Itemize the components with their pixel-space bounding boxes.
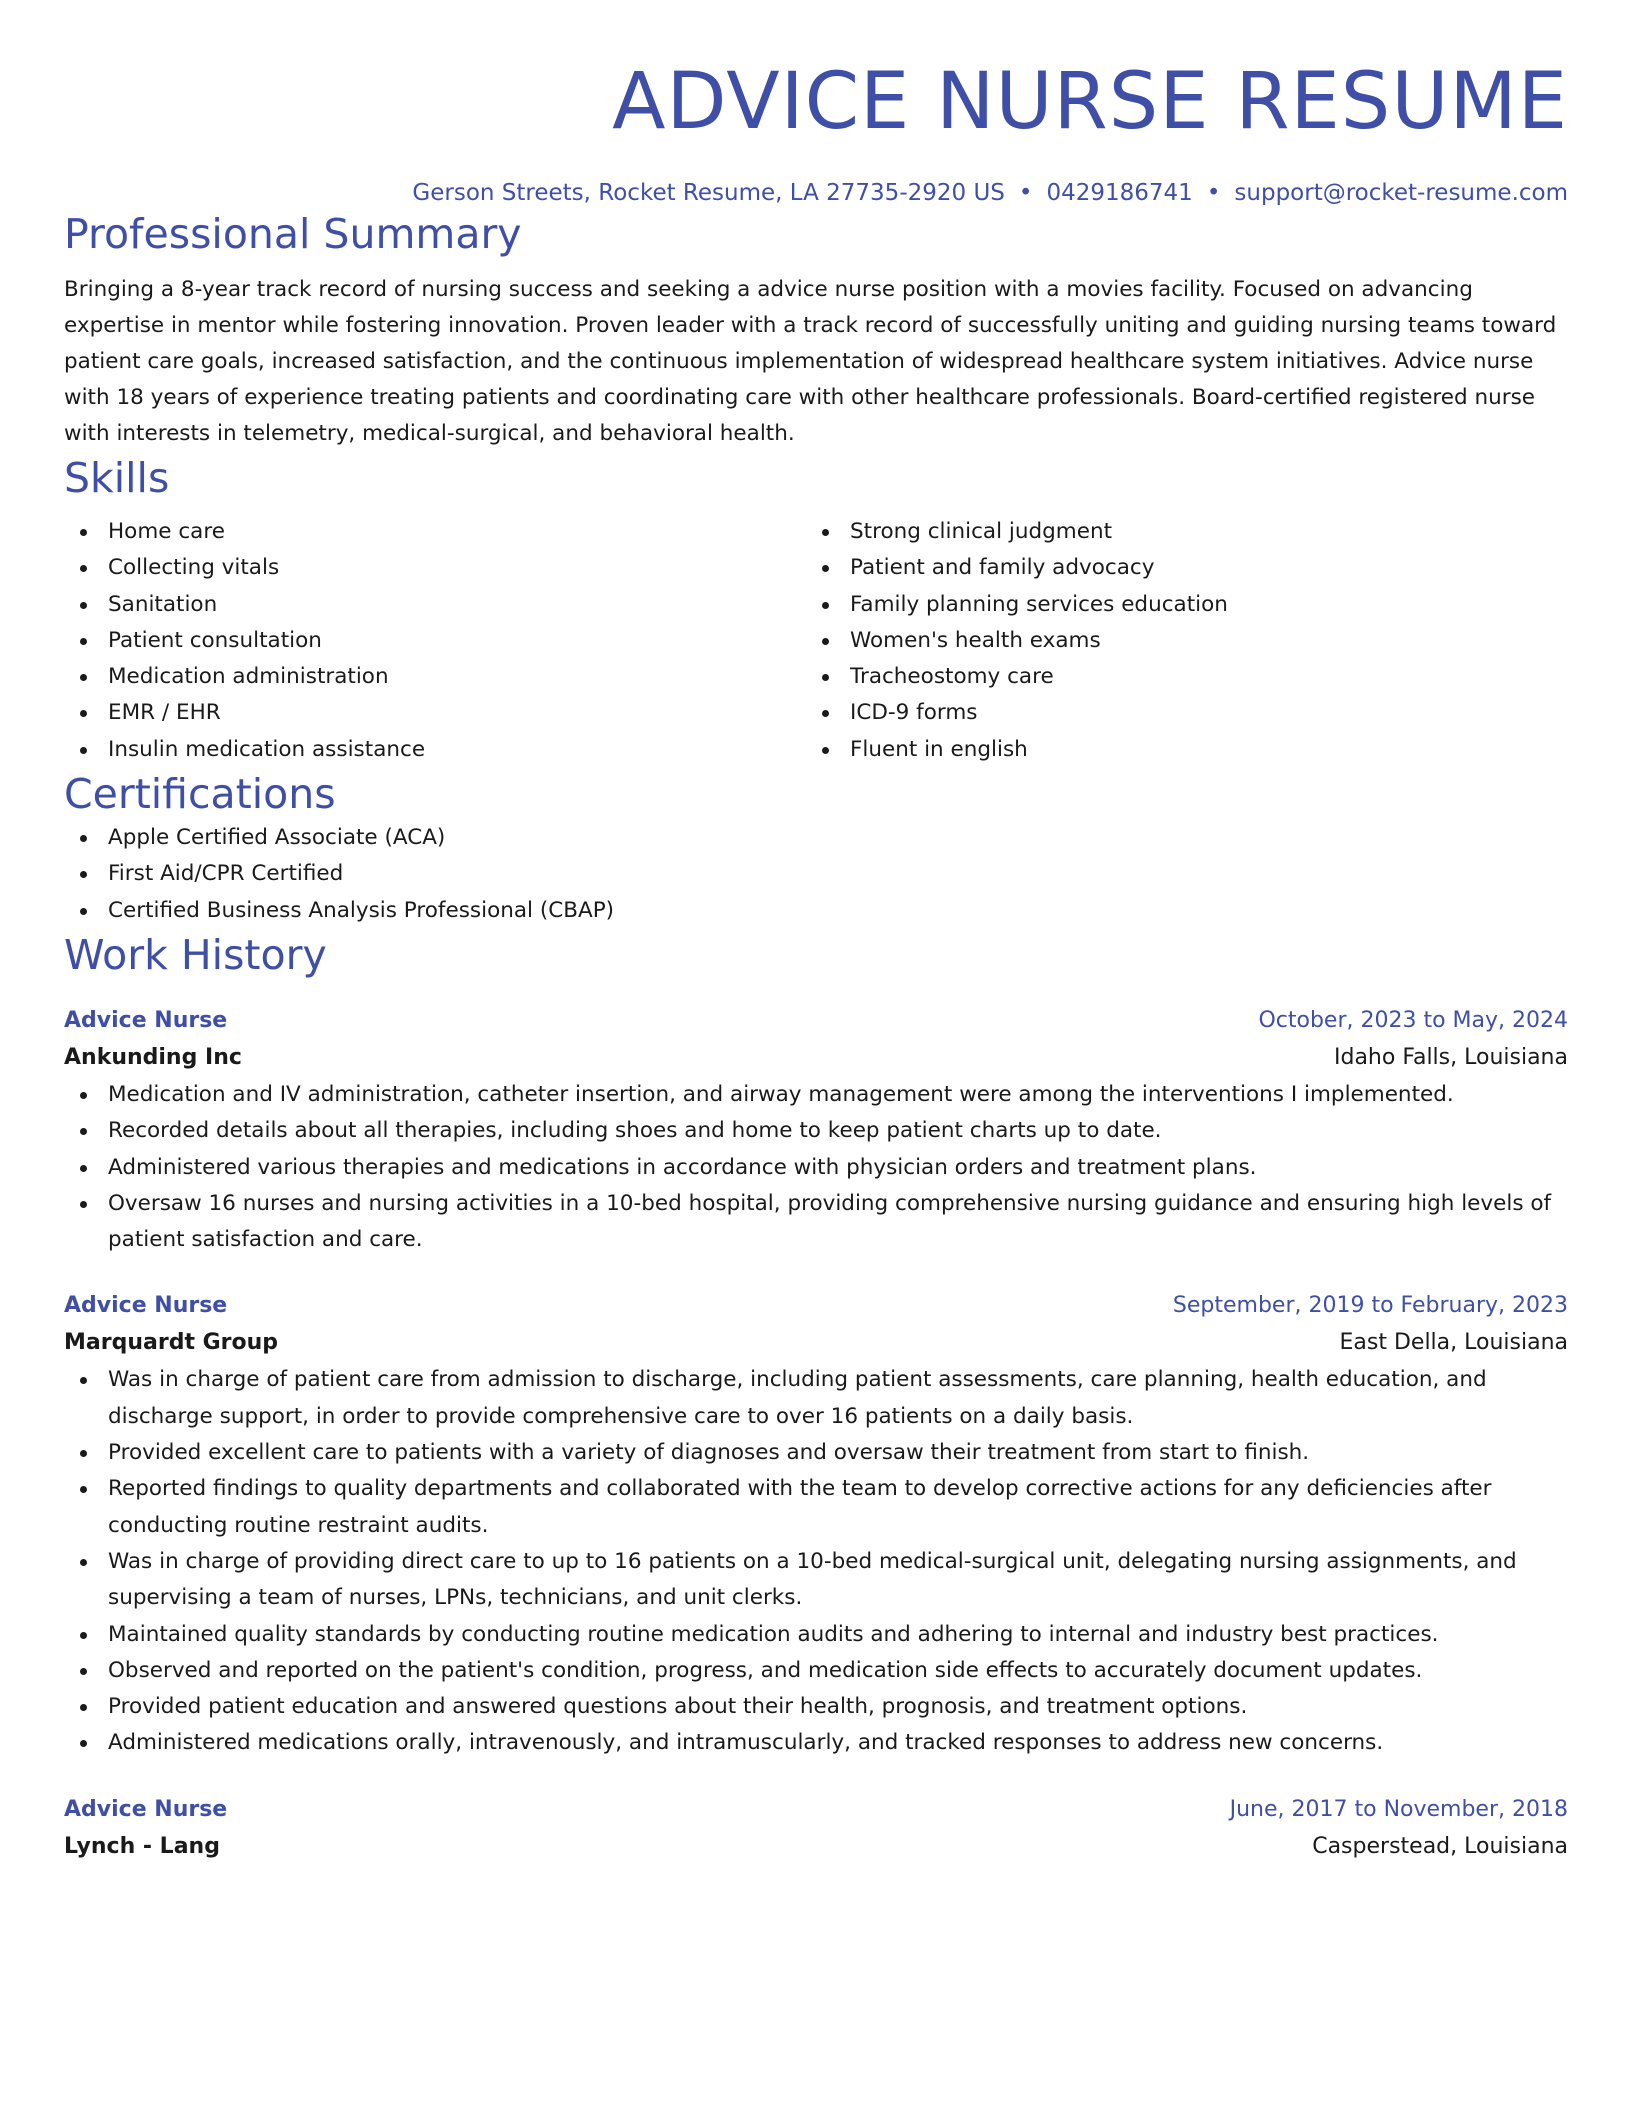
skill-item: Strong clinical judgment	[806, 514, 1548, 550]
skills-grid	[64, 514, 1568, 768]
contact-separator: •	[1206, 180, 1221, 206]
contact-address: Gerson Streets, Rocket Resume, LA 27735-2920 US	[412, 180, 1005, 206]
summary-text: Bringing a 8-year track record of nursing success and seeking a advice nurse position with a movies facility. Focused on advancing expertise in mentor while fostering innovation. Proven leader with a track record of successfully uniting and guiding nursing teams toward patient care goals, increased satisfaction, and the continuous implementation of widespread healthcare system initiatives. Advice nurse with 18 years of experience treating patients and coordinating care with other healthcare professionals. Board-certified registered nurse with interests in telemetry, medical-surgical, and behavioral health.	[64, 277, 1557, 446]
skills-heading: Skills	[64, 454, 170, 502]
skill-item: Fluent in english	[806, 732, 1548, 768]
job-duty: Medication and IV administration, catheter insertion, and airway management were among the interventions I implemented.	[64, 1077, 1568, 1113]
job-company-row	[64, 1324, 1568, 1362]
job-title: Advice Nurse	[64, 1796, 228, 1822]
job-duty: Provided patient education and answered questions about their health, prognosis, and treatment options.	[64, 1689, 1568, 1725]
certifications-heading: Certifications	[64, 770, 336, 819]
job-company-row	[64, 1039, 1568, 1077]
job-entry	[64, 1003, 1568, 1258]
job-dates: September, 2019 to February, 2023	[1172, 1293, 1568, 1319]
skill-item: Sanitation	[64, 587, 806, 623]
job-duty: Maintained quality standards by conducting routine medication audits and adhering to internal and industry best practices.	[64, 1617, 1568, 1653]
job-duty: Reported findings to quality departments and collaborated with the team to develop corrective actions for any deficiencies after conducting routine restraint audits.	[64, 1471, 1568, 1544]
job-title: Advice Nurse	[64, 1293, 228, 1319]
job-duty: Administered various therapies and medications in accordance with physician orders and treatment plans.	[64, 1150, 1568, 1186]
job-dates: October, 2023 to May, 2024	[1258, 1007, 1568, 1033]
skill-item: ICD-9 forms	[806, 695, 1548, 731]
skill-item: Women's health exams	[806, 623, 1548, 659]
certification-item: Certified Business Analysis Professional (CBAP)	[64, 893, 1568, 929]
job-header-row	[64, 1003, 1568, 1039]
certifications-list	[64, 820, 1568, 929]
skill-item: EMR / EHR	[64, 695, 806, 731]
skill-item: Medication administration	[64, 659, 806, 695]
contact-separator: •	[1018, 180, 1033, 206]
job-duty: Was in charge of providing direct care to up to 16 patients on a 10-bed medical-surgical unit, delegating nursing assignments, and supervising a team of nurses, LPNs, technicians, and unit clerks.	[64, 1544, 1568, 1617]
job-duties-list	[64, 1362, 1568, 1761]
job-location: Casperstead, Louisiana	[1312, 1833, 1568, 1859]
skill-item: Family planning services education	[806, 587, 1548, 623]
job-duty: Observed and reported on the patient's condition, progress, and medication side effects to accurately document updates.	[64, 1653, 1568, 1689]
skill-item: Patient and family advocacy	[806, 550, 1548, 586]
skill-item: Insulin medication assistance	[64, 732, 806, 768]
job-location: Idaho Falls, Louisiana	[1334, 1044, 1568, 1070]
resume-title: ADVICE NURSE RESUME	[612, 57, 1568, 147]
job-duties-list	[64, 1077, 1568, 1258]
contact-phone: 0429186741	[1046, 180, 1193, 206]
contact-email: support@rocket-resume.com	[1234, 180, 1568, 206]
skills-column-left	[64, 514, 806, 768]
skill-item: Home care	[64, 514, 806, 550]
job-duty: Administered medications orally, intravenously, and intramuscularly, and tracked responses to address new concerns.	[64, 1725, 1568, 1761]
skills-list-right	[806, 514, 1548, 768]
job-duty: Provided excellent care to patients with a variety of diagnoses and oversaw their treatment from start to finish.	[64, 1435, 1568, 1471]
skills-list-left	[64, 514, 806, 768]
certification-item: Apple Certified Associate (ACA)	[64, 820, 1568, 856]
job-header-row	[64, 1792, 1568, 1828]
job-header-row	[64, 1288, 1568, 1324]
job-dates: June, 2017 to November, 2018	[1229, 1796, 1568, 1822]
skills-column-right	[806, 514, 1548, 768]
summary-heading: Professional Summary	[64, 210, 522, 258]
work-history-heading: Work History	[64, 930, 327, 979]
skill-item: Patient consultation	[64, 623, 806, 659]
job-location: East Della, Louisiana	[1339, 1330, 1568, 1356]
job-company: Lynch - Lang	[64, 1833, 220, 1859]
skill-item: Tracheostomy care	[806, 659, 1548, 695]
job-entry	[64, 1792, 1568, 1866]
job-company: Ankunding Inc	[64, 1044, 242, 1070]
job-duty: Was in charge of patient care from admission to discharge, including patient assessments, care planning, health education, and discharge support, in order to provide comprehensive care to over 16 patients on a daily basis.	[64, 1362, 1568, 1435]
job-duty: Recorded details about all therapies, including shoes and home to keep patient charts up to date.	[64, 1113, 1568, 1149]
job-entry	[64, 1288, 1568, 1761]
contact-line	[64, 178, 1568, 208]
job-duty: Oversaw 16 nurses and nursing activities in a 10-bed hospital, providing comprehensive nursing guidance and ensuring high levels of patient satisfaction and care.	[64, 1186, 1568, 1259]
job-company-row	[64, 1828, 1568, 1866]
skill-item: Collecting vitals	[64, 550, 806, 586]
job-title: Advice Nurse	[64, 1007, 228, 1033]
job-company: Marquardt Group	[64, 1330, 279, 1356]
certification-item: First Aid/CPR Certified	[64, 856, 1568, 892]
